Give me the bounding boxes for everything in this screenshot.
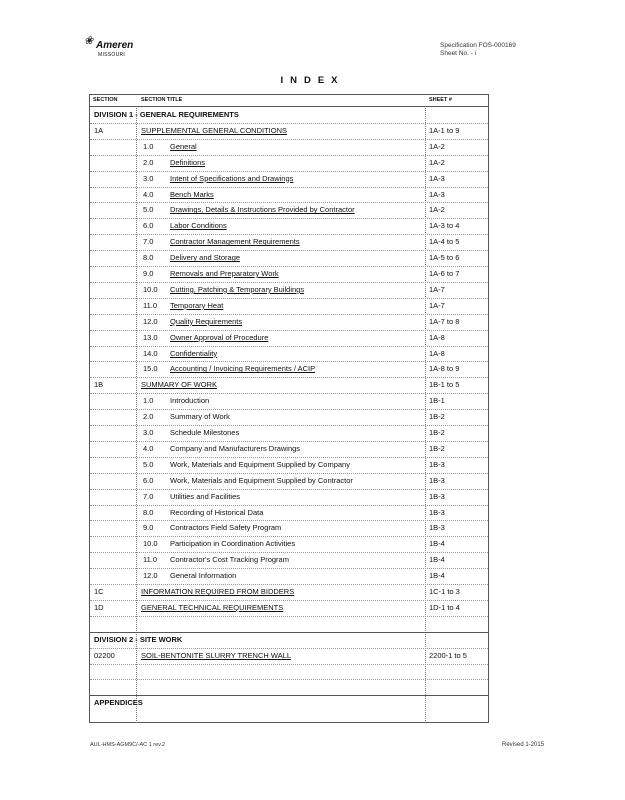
sheet-ref: 1B-3 [429, 475, 445, 485]
row-separator [90, 552, 488, 553]
subsection-number: 13.0 [143, 332, 158, 342]
subsection-number: 7.0 [143, 491, 154, 501]
subsection-row [90, 409, 488, 424]
subsection-row [90, 282, 488, 297]
subsection-number: 6.0 [143, 475, 154, 485]
row-separator [90, 473, 488, 474]
row-separator [90, 314, 488, 315]
subsection-title: Accounting / Invoicing Requirements / ACIP [170, 364, 316, 374]
subsection-row [90, 139, 488, 154]
row-separator [90, 632, 488, 633]
sheet-ref: 1A-3 [429, 189, 445, 199]
subsection-row [90, 505, 488, 520]
subsection-title: Definitions [170, 157, 206, 167]
subsection-title: General [170, 141, 197, 151]
index-table [89, 94, 489, 723]
header-section: SECTION [93, 97, 118, 103]
row-separator [90, 202, 488, 203]
section-row [90, 123, 488, 138]
subsection-title: Work, Materials and Equipment Supplied by Company [170, 459, 350, 469]
division-title: DIVISION 1 - GENERAL REQUIREMENTS [94, 110, 239, 119]
blank-row [90, 679, 488, 694]
subsection-number: 5.0 [143, 205, 154, 215]
sheet-ref: 1B-4 [429, 555, 445, 565]
subsection-title: Intent of Specifications and Drawings [170, 173, 294, 183]
row-separator [90, 155, 488, 156]
logo-name: Ameren [96, 40, 134, 51]
subsection-title: Cutting, Patching & Temporary Buildings [170, 284, 305, 294]
sheet-ref: 1B-4 [429, 571, 445, 581]
subsection-row [90, 187, 488, 202]
subsection-title: Removals and Preparatory Work [170, 269, 279, 278]
subsection-row [90, 346, 488, 361]
subsection-number: 3.0 [143, 173, 154, 183]
subsection-number: 11.0 [143, 555, 158, 565]
sheet-number: Sheet No. - i [440, 50, 477, 57]
sheet-ref: 1A-7 [429, 284, 445, 294]
row-separator [90, 648, 488, 649]
row-separator [90, 139, 488, 140]
sheet-ref: 1A-7 to 8 [429, 316, 460, 326]
subsection-row [90, 473, 488, 488]
subsection-number: 14.0 [143, 348, 158, 358]
sheet-ref: 1A-2 [429, 157, 445, 167]
subsection-title: Contractor Management Requirements [170, 237, 300, 247]
subsection-title: Contractor's Cost Tracking Program [170, 555, 289, 565]
subsection-number: 12.0 [143, 316, 158, 326]
subsection-row [90, 393, 488, 408]
row-separator [90, 441, 488, 442]
subsection-number: 12.0 [143, 571, 158, 581]
subsection-title: Quality Requirements [170, 316, 243, 326]
subsection-title: Bench Marks [170, 189, 214, 199]
subsection-title: Participation in Coordination Activities [170, 539, 296, 549]
blank-row [90, 616, 488, 631]
subsection-row [90, 489, 488, 504]
sheet-ref: 1C-1 to 3 [429, 587, 460, 596]
subsection-number: 2.0 [143, 157, 154, 167]
subsection-number: 10.0 [143, 539, 158, 549]
subsection-title: Owner Approval of Procedure [170, 332, 269, 342]
spec-number: Specification FOS-000169 [440, 42, 516, 49]
row-separator [90, 584, 488, 585]
sheet-ref: 1B-2 [429, 443, 445, 453]
row-separator [90, 218, 488, 219]
subsection-number: 9.0 [143, 269, 154, 278]
sheet-ref: 1A-3 to 4 [429, 221, 460, 231]
section-number: 1D [94, 602, 104, 612]
row-separator [90, 600, 488, 601]
subsection-number: 4.0 [143, 443, 154, 453]
sheet-ref: 1A-3 [429, 173, 445, 183]
logo-mark-icon: ❀ [84, 35, 94, 47]
header-sheet: SHEET # [429, 97, 452, 103]
subsection-title: Contractors Field Safety Program [170, 523, 282, 533]
footer-revision: Revised 1-2015 [502, 742, 545, 748]
subsection-row [90, 202, 488, 217]
section-number: 1C [94, 587, 104, 596]
sheet-ref: 1A-4 to 5 [429, 237, 460, 247]
subsection-title: Work, Materials and Equipment Supplied by Contractor [170, 475, 353, 485]
section-row [90, 600, 488, 615]
sheet-ref: 1A-5 to 6 [429, 253, 460, 263]
subsection-title: Drawings, Details & Instructions Provided by Contractor [170, 205, 355, 215]
subsection-number: 11.0 [143, 300, 158, 310]
row-separator [90, 123, 488, 124]
sheet-ref: 1A-7 [429, 300, 445, 310]
sheet-ref: 1B-3 [429, 507, 445, 517]
subsection-row [90, 298, 488, 313]
page-title: INDEX [280, 75, 345, 86]
subsection-row [90, 552, 488, 567]
subsection-number: 9.0 [143, 523, 154, 533]
subsection-title: Schedule Milestones [170, 428, 240, 437]
subsection-number: 7.0 [143, 237, 154, 247]
sheet-ref: 1B-2 [429, 412, 445, 422]
sheet-ref: 1B-3 [429, 523, 445, 533]
subsection-title: Utilities and Facilities [170, 491, 241, 501]
row-separator [90, 664, 488, 665]
subsection-number: 4.0 [143, 189, 154, 199]
subsection-title: Recording of Historical Data [170, 507, 264, 517]
section-number: 02200 [94, 650, 115, 660]
sheet-ref: 1D-1 to 4 [429, 602, 460, 612]
subsection-title: Delivery and Storage [170, 253, 241, 263]
subsection-number: 10.0 [143, 284, 158, 294]
subsection-row [90, 457, 488, 472]
sheet-ref: 2200-1 to 5 [429, 650, 467, 660]
section-title: GENERAL TECHNICAL REQUIREMENTS [141, 602, 284, 612]
section-title: SUPPLEMENTAL GENERAL CONDITIONS [141, 125, 288, 135]
section-title: SOIL-BENTONITE SLURRY TRENCH WALL [141, 650, 292, 660]
sheet-ref: 1A-6 to 7 [429, 269, 460, 278]
subsection-title: Company and Manufacturers Drawings [170, 443, 301, 453]
division-heading [90, 695, 488, 710]
row-separator [90, 346, 488, 347]
sheet-ref: 1A-2 [429, 141, 445, 151]
subsection-number: 8.0 [143, 253, 154, 263]
row-separator [90, 457, 488, 458]
sheet-ref: 1B-2 [429, 428, 445, 437]
sheet-ref: 1A-1 to 9 [429, 125, 460, 135]
section-title: SUMMARY OF WORK [141, 380, 217, 390]
row-separator [90, 425, 488, 426]
division-title: APPENDICES [94, 698, 143, 708]
header-title: SECTION TITLE [141, 97, 183, 103]
subsection-row [90, 568, 488, 583]
section-row [90, 648, 488, 663]
row-separator [90, 505, 488, 506]
subsection-row [90, 520, 488, 535]
subsection-title: Labor Conditions [170, 221, 227, 231]
row-separator [90, 409, 488, 410]
row-separator [90, 250, 488, 251]
subsection-number: 1.0 [143, 396, 154, 406]
section-row [90, 584, 488, 599]
subsection-row [90, 330, 488, 345]
row-separator [90, 266, 488, 267]
company-logo [84, 34, 154, 64]
row-separator [90, 361, 488, 362]
sheet-ref: 1A-2 [429, 205, 445, 215]
footer-doc-id: AUL-HMS-AGM9C/-AC 1 rev.2 [90, 742, 166, 748]
row-separator [90, 695, 488, 696]
row-separator [90, 377, 488, 378]
sheet-ref: 1B-3 [429, 491, 445, 501]
subsection-number: 15.0 [143, 364, 158, 374]
subsection-number: 1.0 [143, 141, 154, 151]
division-heading [90, 107, 488, 122]
section-number: 1B [94, 380, 104, 390]
subsection-title: Temporary Heat [170, 300, 224, 310]
sheet-ref: 1B-3 [429, 459, 445, 469]
subsection-number: 5.0 [143, 459, 154, 469]
blank-row [90, 664, 488, 679]
row-separator [90, 520, 488, 521]
sheet-ref: 1A-8 [429, 332, 445, 342]
division-heading [90, 632, 488, 647]
row-separator [90, 234, 488, 235]
row-separator [90, 330, 488, 331]
row-separator [90, 536, 488, 537]
division-title: DIVISION 2 - SITE WORK [94, 634, 183, 644]
subsection-number: 3.0 [143, 428, 154, 437]
sheet-ref: 1A-8 [429, 348, 445, 358]
subsection-row [90, 171, 488, 186]
subsection-title: Introduction [170, 396, 210, 406]
sheet-ref: 1B-4 [429, 539, 445, 549]
sheet-ref: 1B-1 [429, 396, 445, 406]
row-separator [90, 282, 488, 283]
row-separator [90, 568, 488, 569]
row-separator [90, 616, 488, 617]
subsection-title: Summary of Work [170, 412, 230, 422]
subsection-number: 6.0 [143, 221, 154, 231]
row-separator [90, 489, 488, 490]
subsection-row [90, 314, 488, 329]
sheet-ref: 1B-1 to 5 [429, 380, 460, 390]
row-separator [90, 679, 488, 680]
subsection-row [90, 266, 488, 281]
subsection-title: Confidentiality [170, 348, 218, 358]
logo-subtitle: MISSOURI [98, 52, 126, 58]
subsection-row [90, 536, 488, 551]
subsection-row [90, 425, 488, 440]
spec-block [440, 42, 516, 58]
subsection-title: General Information [170, 571, 237, 581]
row-separator [90, 298, 488, 299]
subsection-row [90, 155, 488, 170]
sheet-ref: 1A-8 to 9 [429, 364, 460, 374]
subsection-row [90, 361, 488, 376]
subsection-number: 8.0 [143, 507, 154, 517]
section-row [90, 377, 488, 392]
row-separator [90, 171, 488, 172]
table-header [90, 95, 488, 107]
subsection-row [90, 250, 488, 265]
section-title: INFORMATION REQUIRED FROM BIDDERS [141, 587, 295, 596]
subsection-row [90, 441, 488, 456]
subsection-number: 2.0 [143, 412, 154, 422]
subsection-row [90, 234, 488, 249]
section-number: 1A [94, 125, 104, 135]
row-separator [90, 187, 488, 188]
subsection-row [90, 218, 488, 233]
row-separator [90, 393, 488, 394]
